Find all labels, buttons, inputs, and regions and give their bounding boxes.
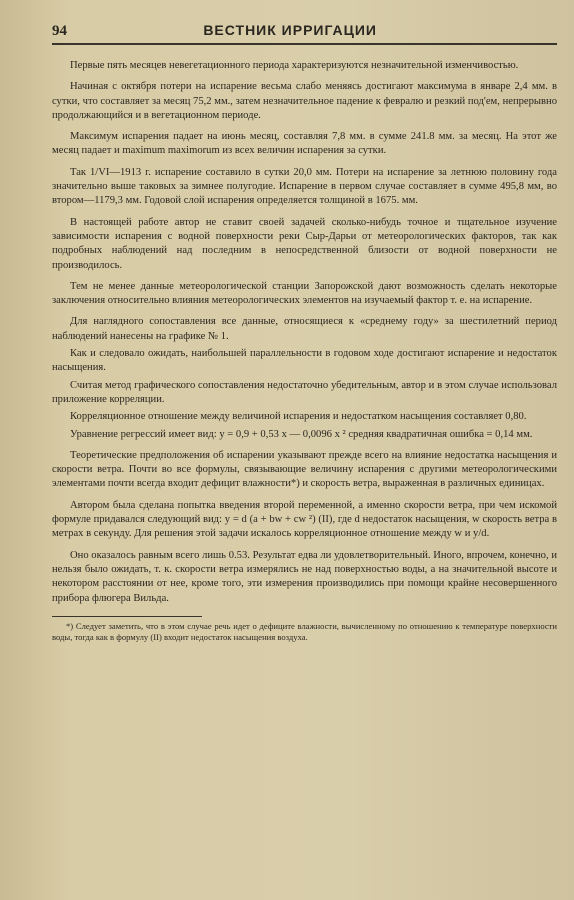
journal-title: ВЕСТНИК ИРРИГАЦИИ [203,22,377,38]
paragraph: Оно оказалось равным всего лишь 0.53. Результат едва ли удовлетворительный. Иного, впрочем, конечно, и нельзя было ожидать, т. к. скорости ветра измерялись не над поверхностью воды, а на значительной высоте и некотором расстоянии от нее, кроме того, эти измерения производились при помощи крайне несовершенного прибора флюгера Вильда. [52,549,557,604]
paragraph: В настоящей работе автор не ставит своей задачей сколько-нибудь точное и тщательное изучение зависимости испарения с водной поверхности реки Сыр-Дарьи от метеорологических факторов, так как подробных наблюдений над последним в непосредственной близости от водной поверхности не производилось. [52,216,557,271]
paragraph: Максимум испарения падает на июнь месяц, составляя 7,8 мм. в сумме 241.8 мм. за месяц. На этот же месяц падает и maximum maximorum из всех величин испарения за сутки. [52,131,557,157]
page-header [52,22,557,45]
paragraph: Начиная с октября потери на испарение весьма слабо меняясь достигают максимума в январе 2,4 мм. в сутки, что составляет за месяц 75,2 мм., затем незначительное падение к февралю и резкий под'ем, непрерывно продолжающийся и в вегетационном периоде. [52,81,557,121]
footnote-divider [52,616,202,617]
regression-equation: Уравнение регрессий имеет вид: y = 0,9 + 0,53 x — 0,0096 x ² средняя квадратичная ошибка = 0,14 мм. [70,428,533,440]
footnote: *) Следует заметить, что в этом случае речь идет о дефиците влажности, вычисленному по отношению к температуре поверхности воды, тогда как в формулу (II) входит недостаток насыщения воздуха. [52,620,557,642]
page-number: 94 [52,23,67,39]
article-body [52,59,557,606]
paragraph: Корреляционное отношение между величиной испарения и недостатком насыщения составляет 0,80. [70,411,527,423]
paragraph: Для наглядного сопоставления все данные, относящиеся к «среднему году» за шестилетний период наблюдений нанесены на графике № 1. [52,316,557,342]
paragraph: Так 1/VI—1913 г. испарение составило в сутки 20,0 мм. Потери на испарение за летнюю половину года значительно выше таковых за зимнее полугодие. Испарение в первом случае составляет в сумме 495,8 мм, во втором—1179,3 мм. Годовой слой испарения определяется толщиной в 1675. мм. [52,166,557,207]
paragraph: Тем не менее данные метеорологической станции Запорожской дают возможность сделать некоторые заключения относительно влияния метеорологических элементов на изучаемый фактор т. е. на испарение. [52,280,557,307]
paragraph: Как и следовало ожидать, наибольшей параллельности в годовом ходе достигают испарение и недостаток насыщения. [52,348,557,374]
paragraph: Первые пять месяцев невегетационного периода характеризуются незначительной изменчивостью. [70,60,519,71]
paragraph: Автором была сделана попытка введения второй переменной, а именно скорости ветра, при чем искомой формуле придавался следующий вид: y = d (a + bw + cw ²) (II), где d недостаток насыщения, w скорость ветра в метрах в секунду. Для решения этой задачи искалось корреляционное отношение между w и y/d. [52,499,557,540]
paragraph: Теоретические предположения об испарении указывают прежде всего на влияние недостатка насыщения и скорости ветра. Почти во все формулы, связывающие величину испарения с другими метеорологическими элементами почти всегда входит дефицит влажности*) и скорость ветра, выраженная в различных единицах. [52,449,557,490]
paragraph: Считая метод графического сопоставления недостаточно убедительным, автор и в этом случае использовал приложение корреляции. [52,379,557,405]
